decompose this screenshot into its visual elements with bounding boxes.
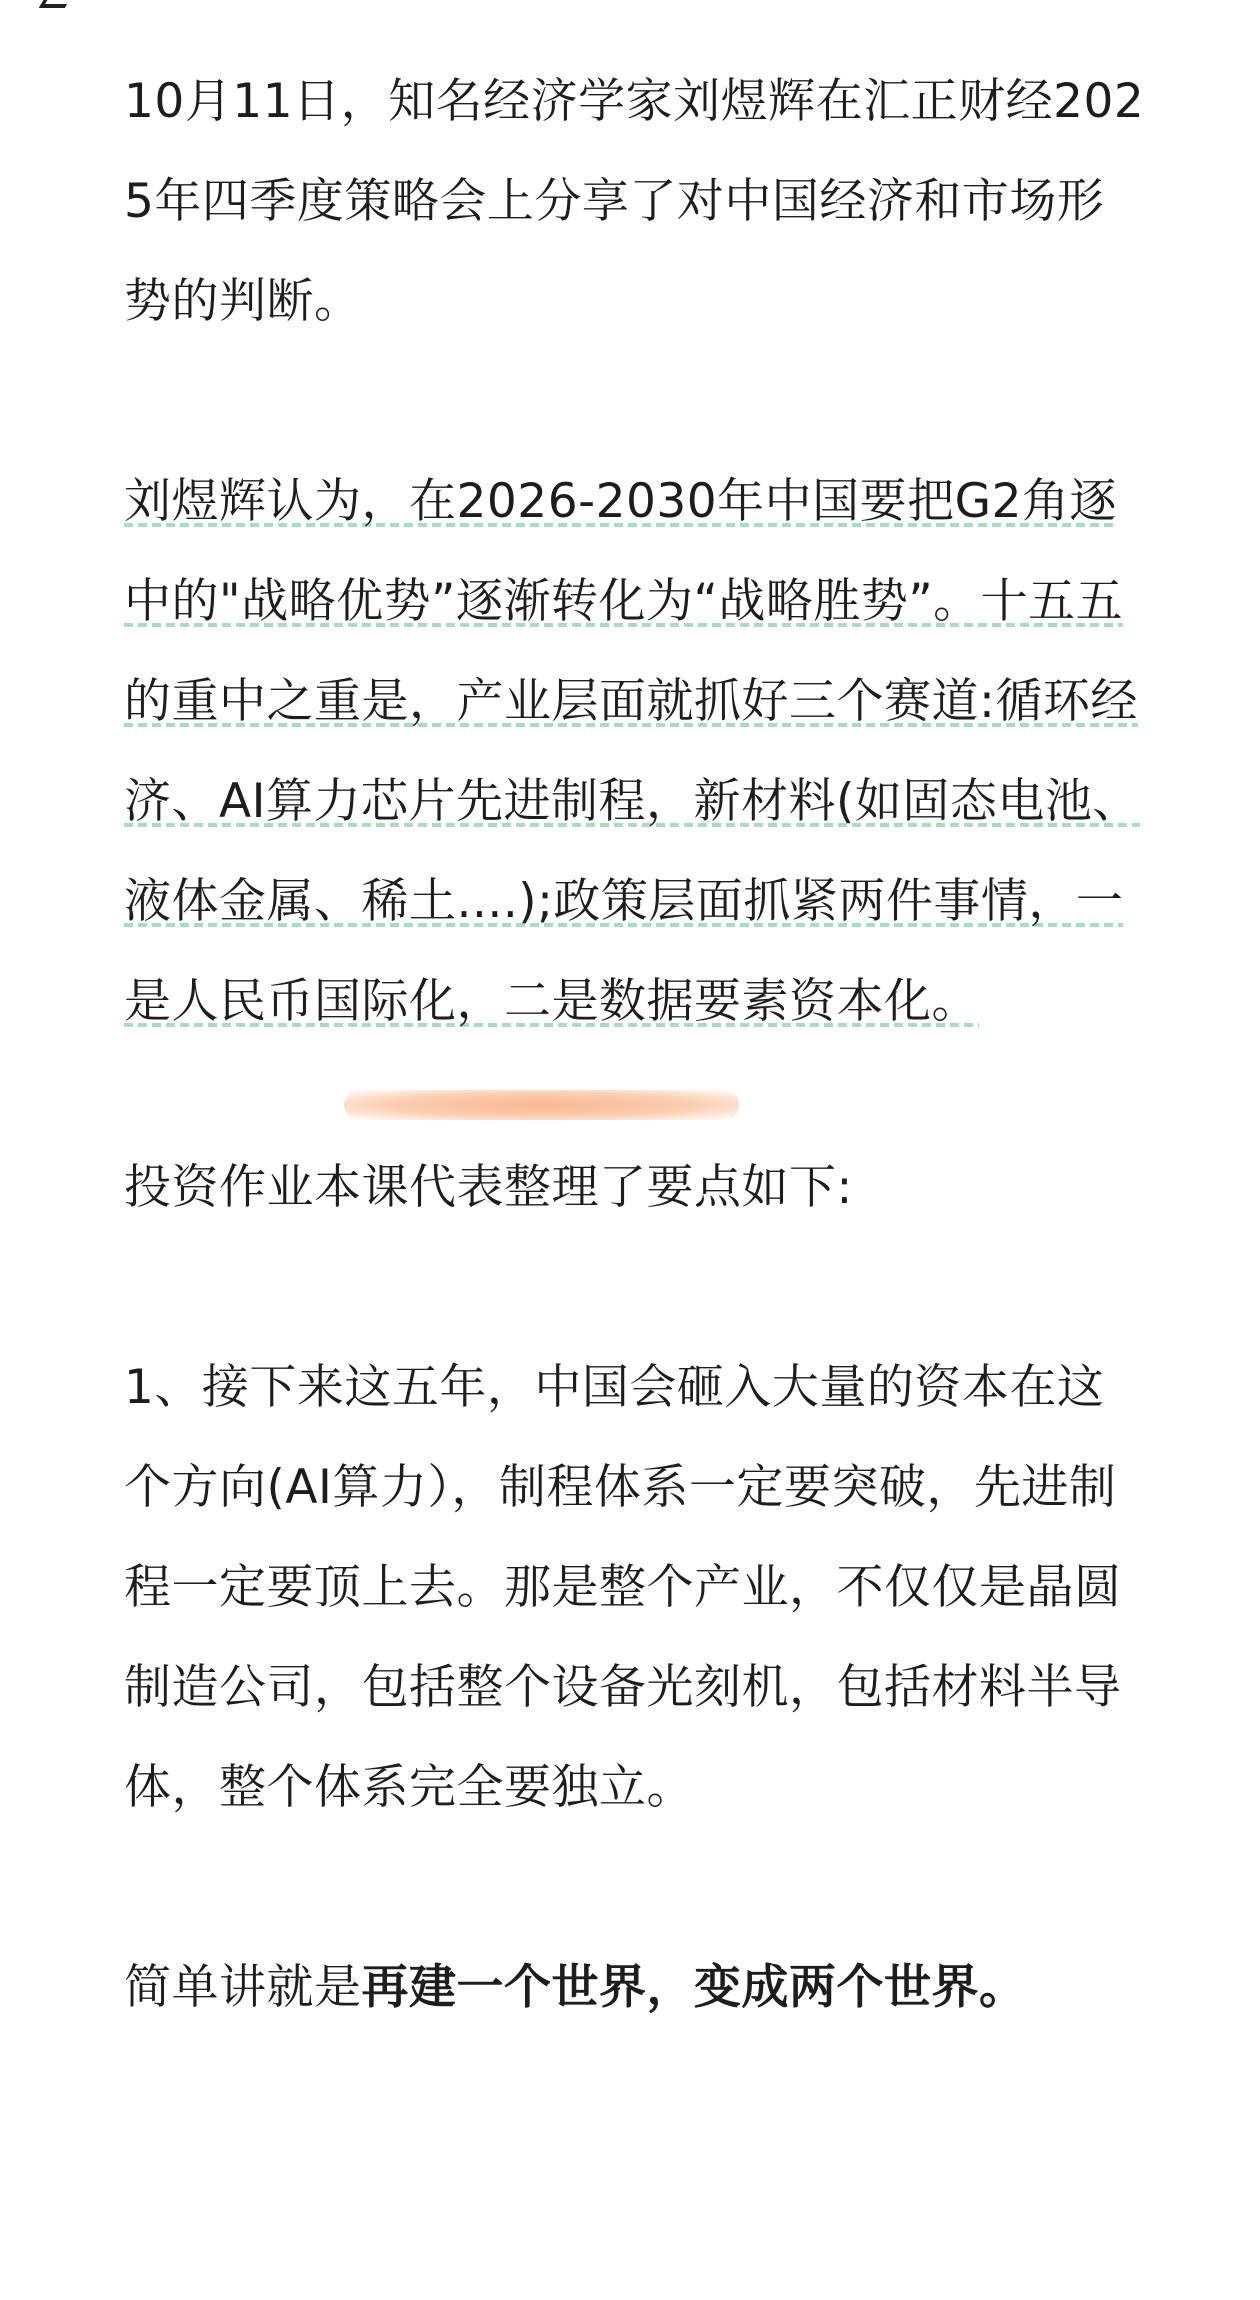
highlighted-quote[interactable]: 刘煜辉认为，在2026-2030年中国要把G2角逐中的"战略优势”逐渐转化为“战略胜势”。十五五的重中之重是，产业层面就抓好三个赛道:循环经济、AI算力芯片先进制程，新材料(如固态电池、液体金属、稀土....);政策层面抓紧两件事情，一是人民币国际化，二是数据要素资本化。	[124, 474, 1140, 1029]
highlighted-paragraph	[124, 452, 1148, 1052]
paragraph-intro: 10月11日，知名经济学家刘煜辉在汇正财经2025年四季度策略会上分享了对中国经济和市场形势的判断。	[124, 74, 1145, 329]
cropped-glyph-fragment	[39, 0, 75, 8]
paragraph-conclusion	[124, 1938, 1148, 2038]
paragraph-point-1: 1、接下来这五年，中国会砸入大量的资本在这个方向(AI算力），制程体系一定要突破，先进制程一定要顶上去。那是整个产业，不仅仅是晶圆制造公司，包括整个设备光刻机，包括材料半导体，整个体系完全要独立。	[124, 1360, 1122, 1815]
conclusion-bold-text: 再建一个世界，变成两个世界。	[361, 1960, 1027, 2015]
conclusion-plain-text: 简单讲就是	[124, 1960, 362, 2015]
article-body	[124, 52, 1148, 2038]
paragraph-summary-lead: 投资作业本课代表整理了要点如下:	[124, 1160, 853, 1215]
